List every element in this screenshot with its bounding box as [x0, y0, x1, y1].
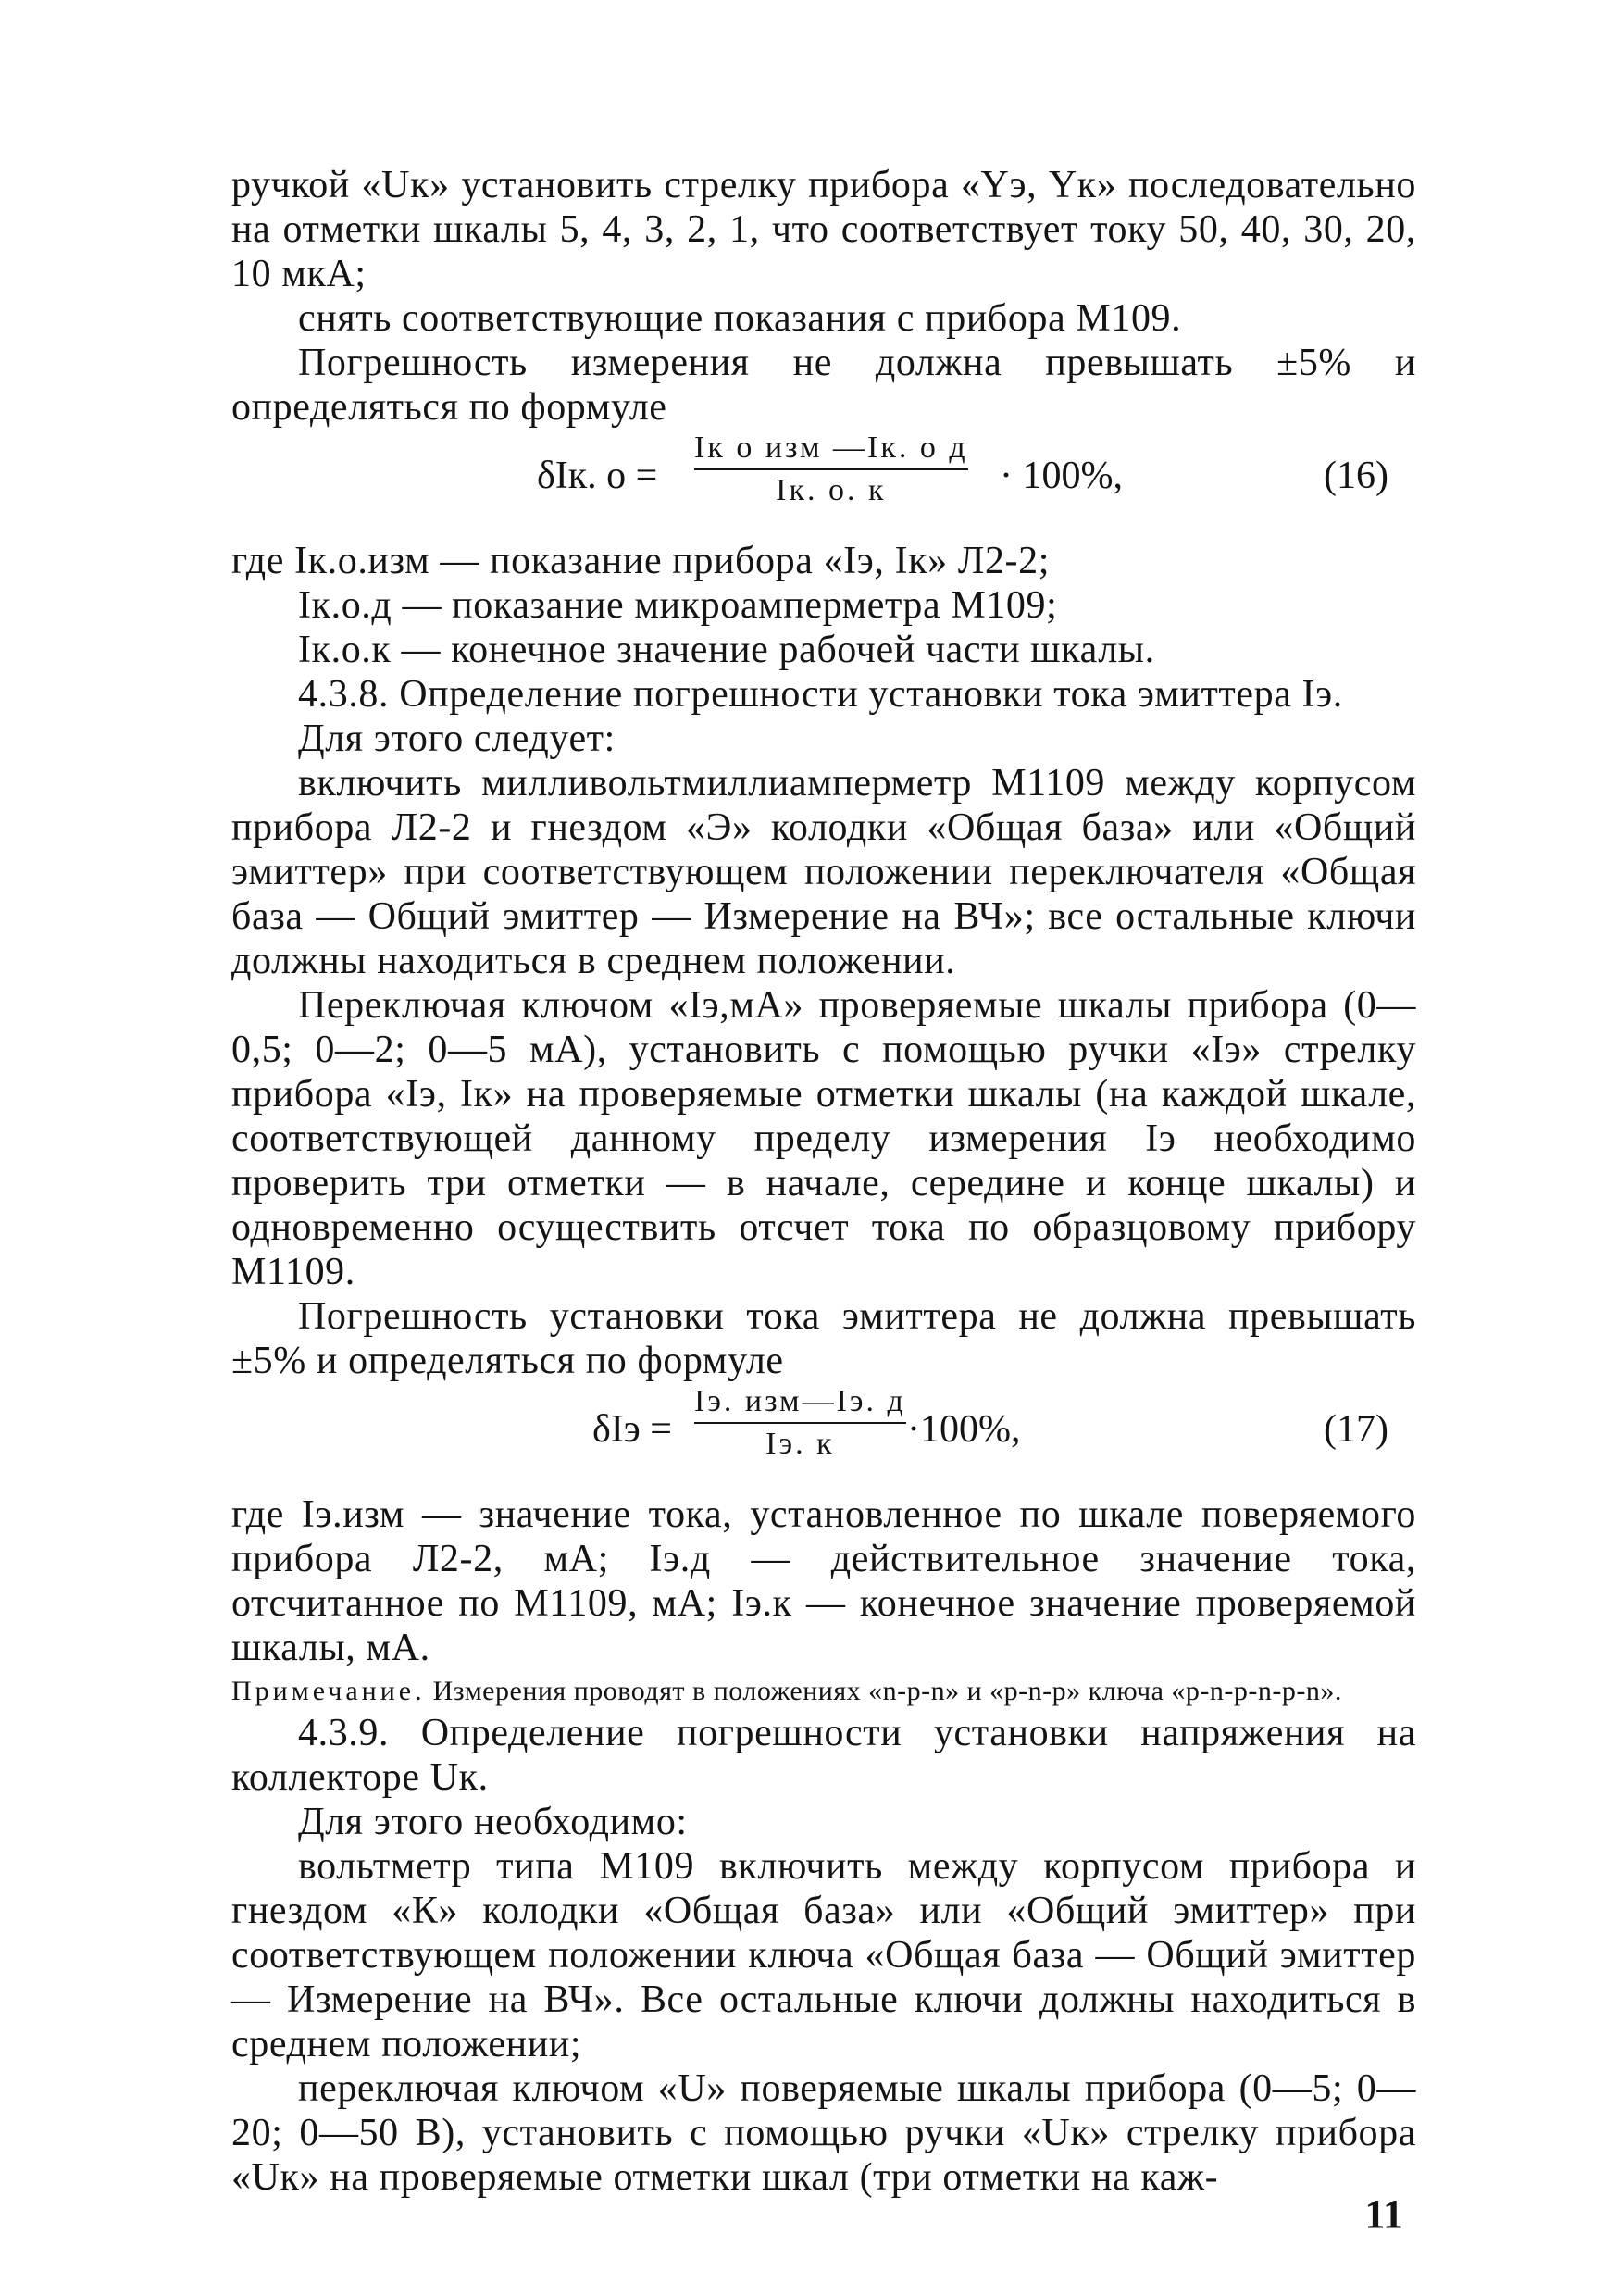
- paragraph-12: переключая ключом «U» поверяемые шкалы прибора (0—5; 0—20; 0—50 В), установить с помощью ручки «Uк» стрелку прибора «Uк» на проверяемые отметки шкал (три отметки на каж-: [231, 2067, 1416, 2199]
- where-16-line-1: где Iк.о.изм — показание прибора «Iэ, Iк» Л2-2;: [231, 540, 1051, 582]
- formula-17-multiplier: ·100%,: [907, 1408, 1021, 1451]
- formula-16-multiplier: · 100%,: [1000, 455, 1123, 497]
- fraction-bar: [694, 1422, 906, 1424]
- paragraph-3: Погрешность измерения не должна превышать ±5% и определяться по формуле: [231, 342, 1416, 429]
- paragraph-6: включить милливольтмиллиамперметр М1109 между корпусом прибора Л2-2 и гнездом «Э» колодки «Общая база» или «Общий эмиттер» при соответствующем положении переключателя «Общая база — Общий эмиттер — Измерение на ВЧ»; все остальные ключи должны находиться в среднем положении.: [231, 762, 1416, 982]
- formula-16-lhs: δIк. о =: [537, 455, 658, 497]
- where-17: где Iэ.изм — значение тока, установленное по шкале поверяемого прибора Л2-2, мА; Iэ.д — действительное значение тока, отсчитанное по М1109, мА; Iэ.к — конечное значение проверяемой шкалы, мА.: [231, 1493, 1416, 1669]
- note-label: Примечание.: [231, 1676, 426, 1706]
- fraction-bar: [694, 468, 968, 470]
- where-16-line-2: Iк.о.д — показание микроамперметра М109;: [298, 584, 1058, 627]
- formula-17-denominator: Iэ. к: [765, 1427, 835, 1461]
- section-4-3-8-heading: 4.3.8. Определение погрешности установки тока эмиттера Iэ.: [298, 673, 1343, 716]
- note: [231, 1674, 1416, 1709]
- formula-16-numerator: Iк о изм —Iк. о д: [694, 430, 968, 465]
- page-number: 11: [1364, 2191, 1403, 2237]
- paragraph-11: вольтметр типа М109 включить между корпусом прибора и гнездом «К» колодки «Общая база» или «Общий эмиттер» при соответствующем положении ключа «Общая база — Общий эмиттер — Измерение на ВЧ». Все остальные ключи должны находиться в среднем положении;: [231, 1845, 1416, 2065]
- formula-16-denominator: Iк. о. к: [776, 473, 887, 507]
- formula-16-fraction: [694, 430, 968, 509]
- text-column: [231, 163, 1416, 2200]
- paragraph-10: Для этого необходимо:: [298, 1801, 688, 1843]
- formula-16: [231, 430, 1416, 539]
- formula-17-fraction: [694, 1383, 906, 1463]
- paragraph-1: ручкой «Uк» установить стрелку прибора «Yэ, Yк» последовательно на отметки шкалы 5, 4, 3, 2, 1, что соответствует току 50, 40, 30, 20, 10 мкА;: [231, 164, 1416, 295]
- formula-17-lhs: δIэ =: [592, 1408, 672, 1451]
- formula-16-number: (16): [1324, 455, 1388, 497]
- formula-17-number: (17): [1324, 1408, 1388, 1451]
- formula-17-numerator: Iэ. изм—Iэ. д: [694, 1384, 906, 1418]
- note-text: Измерения проводят в положениях «n-p-n» и «p-n-p» ключа «p-n-p-n-p-n».: [432, 1676, 1342, 1706]
- paragraph-8: Погрешность установки тока эмиттера не должна превышать ±5% и определяться по формуле: [231, 1295, 1416, 1382]
- paragraph-2: снять соответствующие показания с прибора М109.: [298, 297, 1182, 340]
- paragraph-5: Для этого следует:: [298, 718, 616, 760]
- where-16-line-3: Iк.о.к — конечное значение рабочей части шкалы.: [298, 629, 1155, 671]
- paragraph-7: Переключая ключом «Iэ,мА» проверяемые шкалы прибора (0—0,5; 0—2; 0—5 мА), установить с помощью ручки «Iэ» стрелку прибора «Iэ, Iк» на проверяемые отметки шкалы (на каждой шкале, соответствующей данному пределу измерения Iэ необходимо проверить три отметки — в начале, середине и конце шкалы) и одновременно осуществить отсчет тока по образцовому прибору М1109.: [231, 984, 1416, 1293]
- formula-17: [231, 1383, 1416, 1492]
- section-4-3-9-heading: 4.3.9. Определение погрешности установки напряжения на коллекторе Uк.: [231, 1712, 1416, 1799]
